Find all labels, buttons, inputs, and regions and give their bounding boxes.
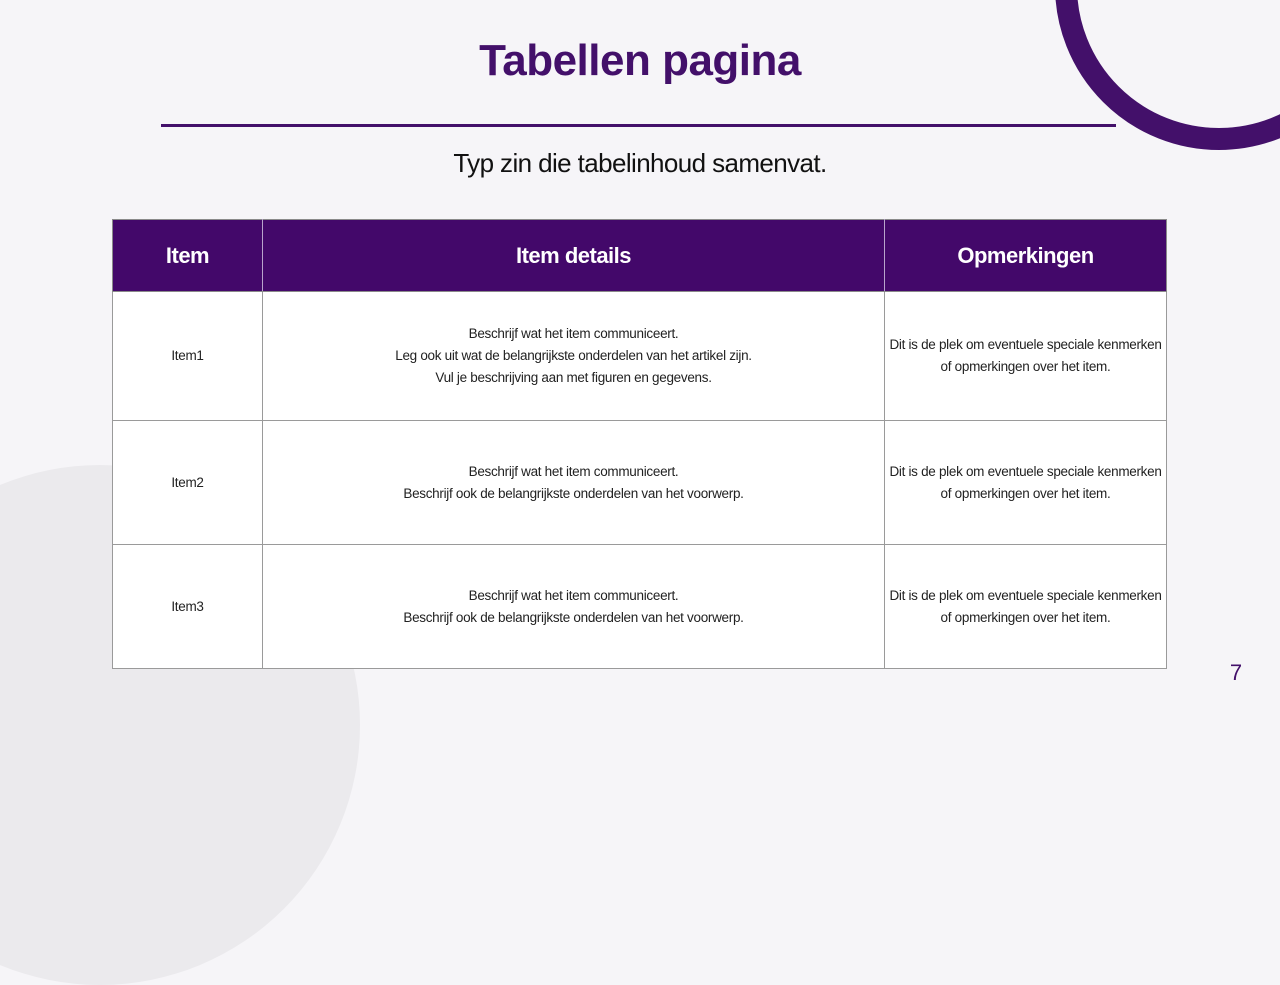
details-cell [263, 421, 885, 545]
table-row [113, 421, 1167, 545]
items-table [112, 219, 1167, 669]
remarks-line: of opmerkingen over het item. [940, 359, 1111, 374]
details-line: Beschrijf wat het item communiceert. [468, 463, 679, 479]
table-row [113, 545, 1167, 669]
page-title: Tabellen pagina [479, 36, 801, 85]
details-cell [263, 292, 885, 421]
item-cell: Item1 [113, 292, 263, 421]
page-number: 7 [1229, 660, 1243, 685]
details-line: Beschrijf wat het item communiceert. [468, 326, 679, 341]
remarks-cell [885, 292, 1167, 421]
table-row [113, 292, 1167, 421]
details-cell [263, 545, 885, 669]
remarks-cell [885, 421, 1167, 545]
remarks-line: Dit is de plek om eventuele speciale kenmerken [889, 587, 1162, 603]
header-item: Item [113, 220, 263, 292]
remarks-line: Dit is de plek om eventuele speciale kenmerken [889, 463, 1162, 479]
item-cell: Item3 [113, 545, 263, 669]
page-subtitle: Typ zin die tabelinhoud samenvat. [453, 148, 827, 178]
remarks-line: Dit is de plek om eventuele speciale kenmerken [889, 337, 1162, 352]
header-item-details: Item details [263, 220, 885, 292]
header-remarks: Opmerkingen [885, 220, 1167, 292]
details-line: Beschrijf wat het item communiceert. [468, 587, 679, 603]
details-line: Beschrijf ook de belangrijkste onderdelen van het voorwerp. [403, 609, 744, 625]
details-line: Beschrijf ook de belangrijkste onderdelen van het voorwerp. [403, 485, 744, 501]
remarks-cell [885, 545, 1167, 669]
remarks-line: of opmerkingen over het item. [940, 609, 1111, 625]
details-line: Vul je beschrijving aan met figuren en gegevens. [435, 370, 712, 385]
title-divider [161, 124, 1116, 127]
details-line: Leg ook uit wat de belangrijkste onderdelen van het artikel zijn. [395, 348, 752, 363]
item-cell: Item2 [113, 421, 263, 545]
table-header-row [113, 220, 1167, 292]
remarks-line: of opmerkingen over het item. [940, 485, 1111, 501]
